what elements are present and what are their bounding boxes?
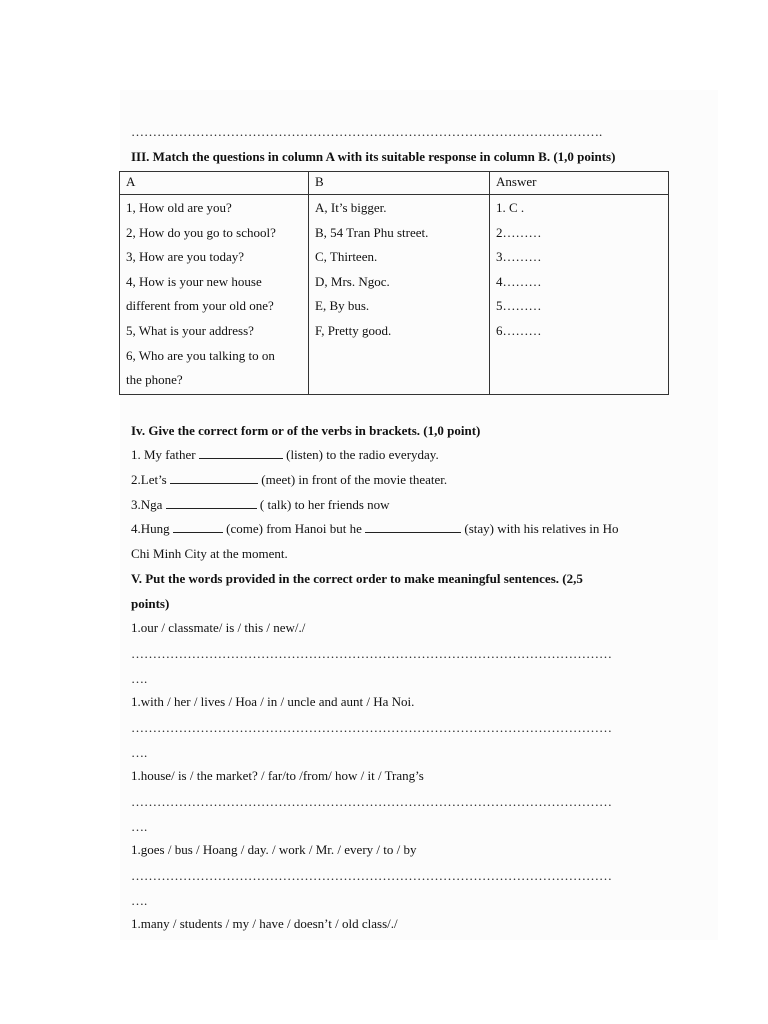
reorder-item-4: 1.goes / bus / Hoang / day. / work / Mr. / every / to / by (131, 842, 417, 857)
column-answers (490, 195, 669, 395)
question-2: 2, How do you go to school? (126, 224, 276, 240)
answer-1: 1. C . (496, 200, 525, 215)
reorder-item-5: 1.many / students / my / have / doesn’t / old class/./ (131, 916, 398, 931)
question-4-part-1: 4, How is your new house (126, 273, 262, 289)
answer-dots-4-tail: …. (131, 893, 148, 908)
verb-item-1-suffix: (listen) to the radio everyday. (282, 447, 439, 462)
verb-item-4-prefix: 4.Hung (131, 521, 173, 536)
section-3-title: III. Match the questions in column A with its suitable response in column B. (1,0 points) (131, 149, 616, 164)
verb-item-1 (131, 447, 439, 463)
verb-blank-2[interactable] (170, 472, 258, 484)
answer-dots-3-tail: …. (131, 819, 148, 834)
matching-table (119, 171, 669, 395)
verb-item-2-prefix: 2.Let’s (131, 472, 170, 487)
answer-dots-line: ………………………………………………………………………………………………. (131, 124, 603, 139)
verb-item-2-suffix: (meet) in front of the movie theater. (258, 472, 448, 487)
response-c: C, Thirteen. (315, 249, 378, 265)
reorder-item-1: 1.our / classmate/ is / this / new/./ (131, 620, 306, 635)
response-d: D, Mrs. Ngoc. (315, 273, 390, 289)
verb-item-4-continued: Chi Minh City at the moment. (131, 546, 288, 561)
verb-blank-4b[interactable] (365, 521, 461, 533)
reorder-item-3: 1.house/ is / the market? / far/to /from/ how / it / Trang’s (131, 768, 424, 783)
section-5-title-line-2: points) (131, 596, 170, 611)
verb-item-4-middle: (come) from Hanoi but he (222, 521, 366, 536)
question-3: 3, How are you today? (126, 249, 245, 265)
question-5: 5, What is your address? (126, 322, 254, 338)
answer-4: 4……… (496, 273, 542, 289)
header-col-a: A (120, 172, 309, 195)
verb-item-4-suffix: (stay) with his relatives in Ho (461, 521, 619, 536)
question-4-part-2: different from your old one? (126, 298, 274, 314)
answer-dots-2-tail: …. (131, 745, 148, 760)
table-header-row (120, 172, 669, 195)
verb-item-4 (131, 521, 619, 537)
answer-dots-2[interactable]: ………………………………………………………………………………………………… (131, 720, 612, 735)
verb-item-2 (131, 472, 447, 488)
question-1: 1, How old are you? (126, 200, 232, 215)
section-5-title-line-1: V. Put the words provided in the correct order to make meaningful sentences. (2,5 (131, 571, 583, 586)
question-6-part-1: 6, Who are you talking to on (126, 347, 275, 363)
column-a-questions (120, 195, 309, 395)
column-b-responses (309, 195, 490, 395)
answer-dots-1[interactable]: ………………………………………………………………………………………………… (131, 646, 612, 661)
question-6-part-2: the phone? (126, 372, 183, 388)
response-b: B, 54 Tran Phu street. (315, 224, 429, 240)
answer-5: 5……… (496, 298, 542, 314)
reorder-item-2: 1.with / her / lives / Hoa / in / uncle and aunt / Ha Noi. (131, 694, 415, 709)
header-answer: Answer (490, 172, 669, 195)
table-body-row (120, 195, 669, 395)
answer-6: 6……… (496, 322, 542, 338)
verb-blank-4a[interactable] (173, 521, 223, 533)
answer-3: 3……… (496, 249, 542, 265)
answer-dots-4[interactable]: ………………………………………………………………………………………………… (131, 868, 612, 883)
header-col-b: B (309, 172, 490, 195)
verb-item-3 (131, 497, 390, 513)
answer-dots-3[interactable]: ………………………………………………………………………………………………… (131, 794, 612, 809)
verb-blank-3[interactable] (166, 497, 257, 509)
verb-item-3-suffix: ( talk) to her friends now (256, 497, 390, 512)
verb-blank-1[interactable] (199, 447, 283, 459)
verb-item-3-prefix: 3.Nga (131, 497, 166, 512)
answer-dots-1-tail: …. (131, 671, 148, 686)
verb-item-1-prefix: 1. My father (131, 447, 199, 462)
response-a: A, It’s bigger. (315, 200, 387, 215)
answer-2: 2……… (496, 224, 542, 240)
response-e: E, By bus. (315, 298, 370, 314)
section-4-title: Iv. Give the correct form or of the verbs in brackets. (1,0 point) (131, 423, 481, 438)
response-f: F, Pretty good. (315, 322, 392, 338)
